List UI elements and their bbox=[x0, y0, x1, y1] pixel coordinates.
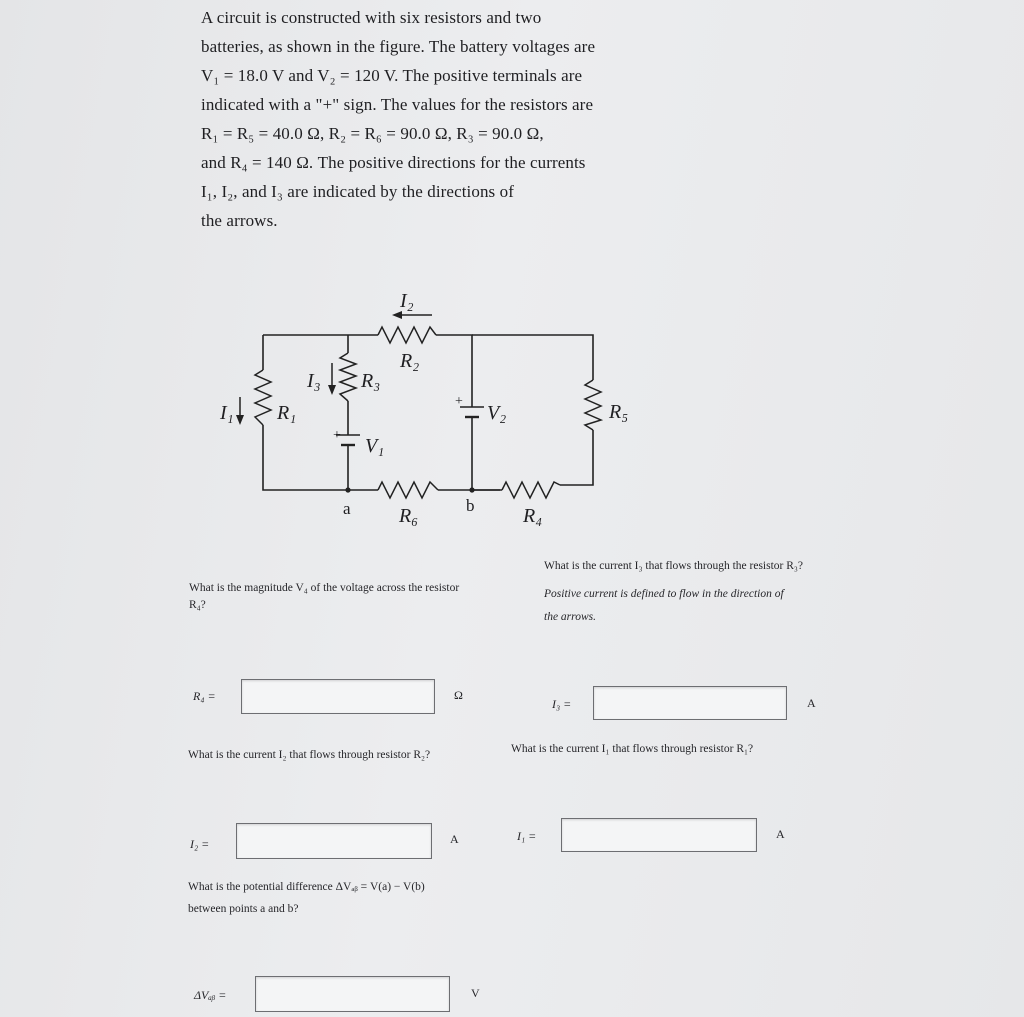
question-i1-text: What is the current I₁ that flows through resistor R₁? bbox=[511, 743, 754, 755]
answer-vab-label: ΔVₐᵦ = bbox=[194, 988, 227, 1002]
question-vab-text-2: between points a and b? bbox=[188, 903, 299, 915]
battery-v2 bbox=[460, 385, 484, 417]
answer-i3-unit: A bbox=[807, 696, 816, 710]
problem-line: A circuit is constructed with six resistors and two bbox=[201, 8, 542, 27]
label-v2: V₂ bbox=[487, 402, 507, 424]
question-r4-text: What is the magnitude V₄ of the voltage across the resistor bbox=[189, 582, 460, 594]
label-r2: R₂ bbox=[400, 350, 420, 372]
answer-i3-input[interactable] bbox=[593, 686, 787, 720]
label-r3: R₃ bbox=[361, 370, 381, 392]
answer-i3-label: I₃ = bbox=[552, 697, 572, 711]
label-plus2: + bbox=[455, 394, 463, 409]
wire-right-top bbox=[472, 335, 593, 380]
label-i2: I₂ bbox=[400, 290, 414, 312]
problem-line: I₁, I₂, and I₃ are indicated by the directions of bbox=[201, 182, 514, 201]
wire-right-bottom bbox=[560, 430, 593, 485]
question-r4-text-2: R₄? bbox=[189, 599, 206, 611]
problem-statement bbox=[201, 3, 651, 235]
label-i3: I₃ bbox=[307, 370, 321, 392]
arrow-i3 bbox=[328, 363, 336, 395]
question-i3 bbox=[544, 558, 884, 626]
question-i3-note-2: the arrows. bbox=[544, 611, 596, 623]
question-i3-text: What is the current I₃ that flows through the resistor R₃? bbox=[544, 560, 804, 572]
answer-r4-input[interactable] bbox=[241, 679, 435, 714]
label-r6: R₆ bbox=[399, 505, 419, 527]
wire-top-right bbox=[436, 335, 472, 385]
label-v1: V₁ bbox=[365, 435, 385, 457]
problem-line: indicated with a "+" sign. The values for the resistors are bbox=[201, 95, 594, 114]
problem-line: V₁ = 18.0 V and V₂ = 120 V. The positive terminals are bbox=[201, 66, 583, 85]
node-b bbox=[469, 487, 474, 492]
answer-vab-input[interactable] bbox=[255, 976, 450, 1012]
question-i3-note: Positive current is defined to flow in the direction of bbox=[544, 588, 784, 600]
problem-line: batteries, as shown in the figure. The battery voltages are bbox=[201, 37, 596, 56]
resistor-r3 bbox=[340, 353, 356, 401]
answer-i2-unit: A bbox=[450, 832, 459, 846]
answer-i1-unit: A bbox=[776, 827, 785, 841]
label-i1: I₁ bbox=[220, 402, 234, 424]
question-vab-text: What is the potential difference ΔVₐᵦ = V(a) − V(b) bbox=[188, 881, 425, 893]
wire-left-bottom bbox=[263, 425, 378, 490]
label-a: a bbox=[343, 499, 351, 518]
resistor-r5 bbox=[585, 380, 601, 430]
problem-line: and R₄ = 140 Ω. The positive directions for the currents bbox=[201, 153, 586, 172]
question-i1 bbox=[511, 741, 841, 758]
answer-r4-label: R₄ = bbox=[193, 689, 216, 703]
answer-i1-label: I₁ = bbox=[517, 829, 537, 843]
label-b: b bbox=[466, 496, 475, 515]
answer-i2-input[interactable] bbox=[236, 823, 432, 859]
resistor-r1 bbox=[255, 370, 271, 425]
label-r1: R₁ bbox=[277, 402, 297, 424]
answer-vab-unit: V bbox=[471, 986, 480, 1000]
question-r4 bbox=[189, 580, 539, 614]
node-a bbox=[345, 487, 350, 492]
answer-i1-input[interactable] bbox=[561, 818, 757, 852]
label-r4: R₄ bbox=[523, 505, 543, 527]
label-plus1: + bbox=[333, 428, 341, 443]
problem-line: the arrows. bbox=[201, 211, 278, 230]
problem-line: R₁ = R₅ = 40.0 Ω, R₂ = R₆ = 90.0 Ω, R₃ = 90.0 Ω, bbox=[201, 124, 544, 143]
label-r5: R₅ bbox=[609, 401, 629, 423]
resistor-r2 bbox=[378, 327, 436, 343]
question-i2-text: What is the current I₂ that flows through resistor R₂? bbox=[188, 749, 431, 761]
arrow-i2 bbox=[392, 311, 432, 319]
answer-i2-label: I₂ = bbox=[190, 837, 210, 851]
question-vab bbox=[188, 876, 528, 920]
question-i2 bbox=[188, 747, 518, 764]
answer-r4-unit: Ω bbox=[454, 688, 463, 702]
resistor-r4 bbox=[502, 482, 560, 498]
circuit-diagram bbox=[210, 285, 630, 535]
resistor-r6 bbox=[378, 482, 438, 498]
arrow-i1 bbox=[236, 397, 244, 425]
